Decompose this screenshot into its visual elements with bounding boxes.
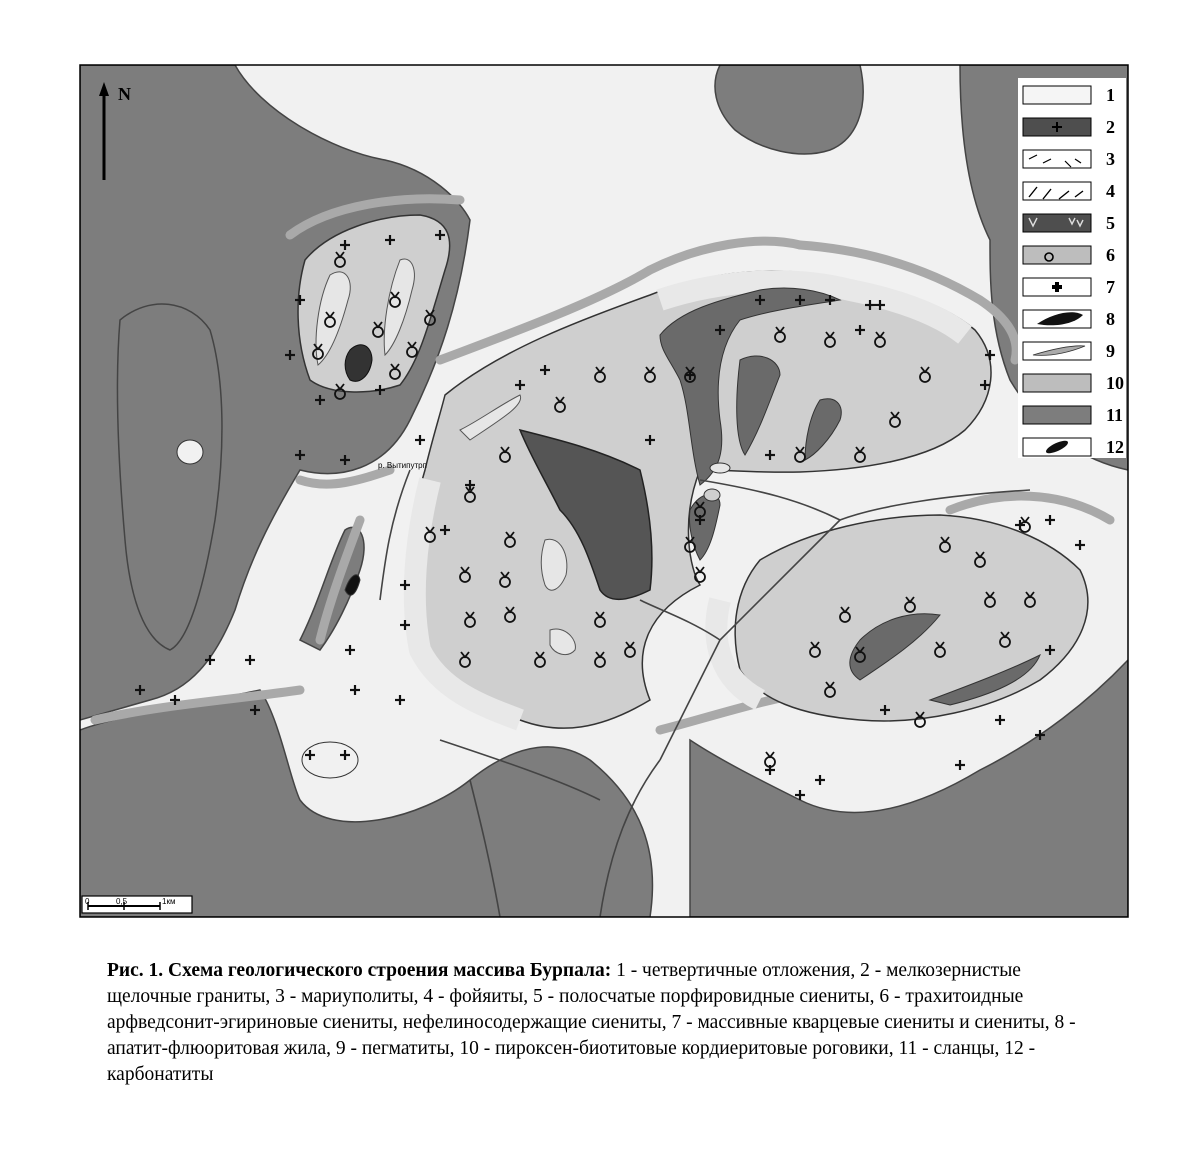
scale-label-half: 0,5 xyxy=(116,897,128,906)
legend-swatch xyxy=(1023,374,1091,392)
legend-swatch xyxy=(1023,246,1091,264)
legend-number: 6 xyxy=(1106,245,1115,265)
legend-item-10 xyxy=(1023,373,1124,393)
legend-item-11 xyxy=(1023,405,1123,425)
scale-label-km: 1км xyxy=(162,897,176,906)
legend-swatch xyxy=(1023,406,1091,424)
scale-bar xyxy=(82,896,192,913)
caption-title: Рис. 1. Схема геологического строения массива Бурпала: xyxy=(107,960,612,981)
caption-text: 1 - четвертичные отложения, 2 - мелкозернистые щелочные граниты, 3 - мариуполиты, 4 - фойяиты, 5 - полосчатые порфировидные сиениты, 6 - трахитоидные арфведсонит-эгириновые сиениты, нефелиносодержащие сиениты, 7 - массивные кварцевые сиениты и сиениты, 8 - апатит-флюоритовая жила, 9 - пегматиты, 10 - пироксен-биотитовые кордиеритовые роговики, 11 - сланцы, 12 - карбонатиты xyxy=(107,960,1076,1085)
legend-number: 7 xyxy=(1106,277,1115,297)
legend-number: 3 xyxy=(1106,149,1115,169)
legend-swatch xyxy=(1023,86,1091,104)
legend-number: 8 xyxy=(1106,309,1115,329)
legend-number: 10 xyxy=(1106,373,1124,393)
legend xyxy=(1018,78,1126,458)
legend-number: 12 xyxy=(1106,437,1124,457)
river-label: р. Вытипутрп xyxy=(378,461,427,470)
legend-number: 11 xyxy=(1106,405,1124,425)
legend-item-12 xyxy=(1023,437,1124,457)
legend-number: 1 xyxy=(1106,85,1115,105)
legend-number: 2 xyxy=(1106,117,1115,137)
figure-caption xyxy=(107,958,1107,1088)
legend-number: 9 xyxy=(1106,341,1115,361)
north-label: N xyxy=(118,84,131,104)
scale-label-0: 0 xyxy=(85,897,90,906)
legend-swatch xyxy=(1023,150,1091,168)
legend-number: 5 xyxy=(1106,213,1115,233)
legend-number: 4 xyxy=(1106,181,1115,201)
